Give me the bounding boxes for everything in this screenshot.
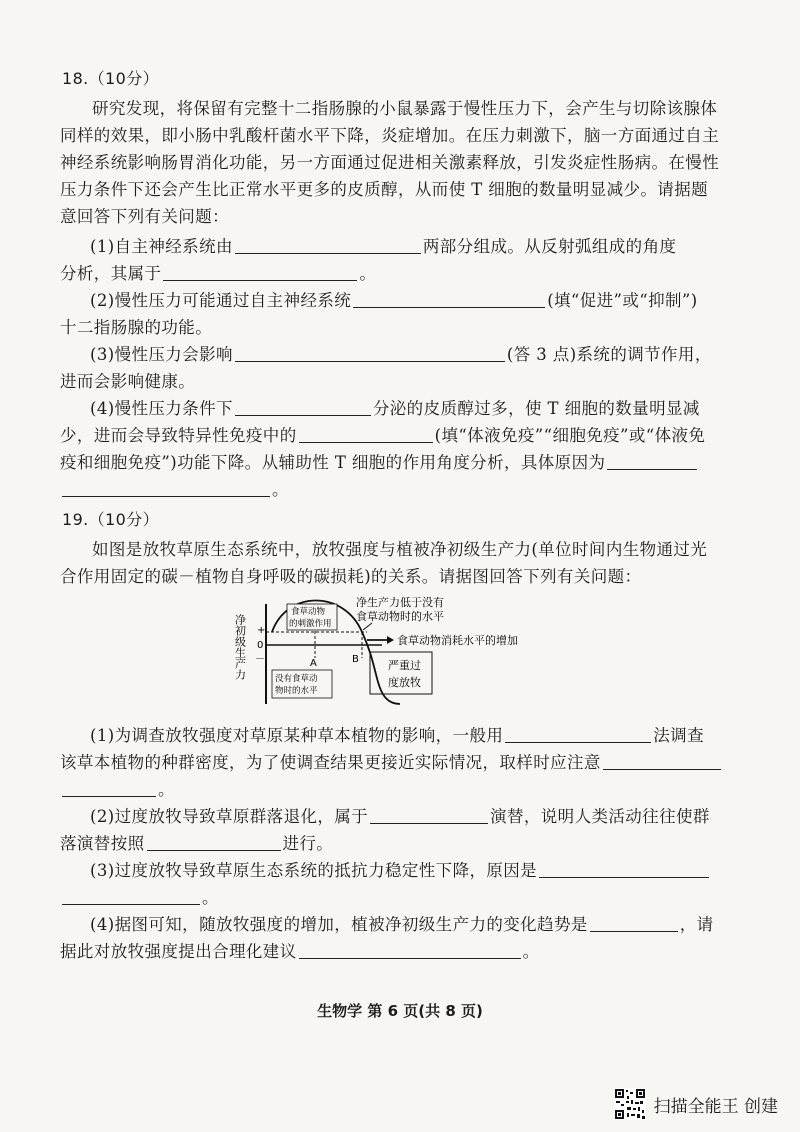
q19-part1-text-d: 。 xyxy=(158,780,175,799)
q19-answer-blank-8[interactable] xyxy=(590,915,678,932)
scanner-watermark xyxy=(614,1088,778,1120)
q18-intro-line-4: 压力条件下还会产生比正常水平更多的皮质醇，从而使 T 细胞的数量明显减少。请据题 xyxy=(60,180,708,199)
q19-part3-text-b: 。 xyxy=(202,888,219,907)
q19-intro-line-1: 如图是放牧草原生态系统中，放牧强度与植被净初级生产力(单位时间内生物通过光 xyxy=(92,540,708,559)
q19-part3-text-a: (3)过度放牧导致草原生态系统的抵抗力稳定性下降，原因是 xyxy=(90,861,538,880)
q19-answer-blank-3[interactable] xyxy=(62,780,156,797)
q19-answer-blank-6[interactable] xyxy=(539,861,709,878)
diagram-zero-label: 0 xyxy=(257,640,264,651)
qr-code-icon xyxy=(614,1088,646,1120)
diagram-overgraze-label-2: 度放牧 xyxy=(388,676,421,689)
q19-answer-blank-7[interactable] xyxy=(62,888,200,905)
q19-part4-text-a: (4)据图可知，随放牧强度的增加，植被净初级生产力的变化趋势是 xyxy=(90,915,588,934)
q18-answer-blank-5[interactable] xyxy=(235,399,371,416)
q18-answer-blank-7[interactable] xyxy=(607,453,697,470)
q18-part1-line2 xyxy=(60,263,736,285)
q19-part2-text-a: (2)过度放牧导致草原群落退化，属于 xyxy=(90,807,369,826)
q18-part1-text-b: 两部分组成。从反射弧组成的角度 xyxy=(422,237,677,256)
diagram-arrow-note: 食草动物消耗水平的增加 xyxy=(397,634,518,647)
q19-part2-line2 xyxy=(60,833,736,855)
q19-part4-text-b: ，请 xyxy=(679,915,714,934)
q19-part2-text-b: 演替，说明人类活动往往使群 xyxy=(490,807,710,826)
q19-part2-line1 xyxy=(90,806,766,828)
watermark-text: 扫描全能王 创建 xyxy=(653,1096,778,1117)
diagram-ylabel: 净初级生产力 xyxy=(233,614,247,680)
q19-part4-line1 xyxy=(90,914,766,936)
diagram-top-note-pointer xyxy=(363,623,372,630)
q19-answer-blank-1[interactable] xyxy=(505,726,651,743)
diagram-overgraze-label-1: 严重过 xyxy=(388,659,421,672)
q19-number: 19.（10分） xyxy=(62,510,160,529)
q18-answer-blank-8[interactable] xyxy=(62,480,270,497)
q18-answer-blank-2[interactable] xyxy=(163,264,357,281)
q18-part2-line2: 十二指肠腺的功能。 xyxy=(60,318,213,337)
q18-answer-blank-6[interactable] xyxy=(299,426,433,443)
q18-intro-line-2: 同样的效果，即小肠中乳酸杆菌水平下降，炎症增加。在压力刺激下，脑一方面通过自主 xyxy=(60,126,720,145)
q19-part4-text-c: 据此对放牧强度提出合理化建议 xyxy=(60,942,297,961)
diagram-baseline-note-2: 物时的水平 xyxy=(275,686,318,696)
q19-part3-line2 xyxy=(60,887,736,909)
q19-part1-line2 xyxy=(60,752,736,774)
q18-part1-text-a: (1)自主神经系统由 xyxy=(90,237,233,256)
q19-part2-text-d: 进行。 xyxy=(282,834,334,853)
q18-part3-text-b: (答 3 点)系统的调节作用， xyxy=(506,345,712,364)
q18-part3-text-a: (3)慢性压力会影响 xyxy=(90,345,233,364)
q19-answer-blank-9[interactable] xyxy=(299,942,521,959)
q19-answer-blank-4[interactable] xyxy=(370,807,488,824)
q18-intro-line-5: 意回答下列有关问题： xyxy=(60,207,229,226)
q18-part4-text-d: (填“体液免疫”“细胞免疫”或“体液免 xyxy=(434,426,706,445)
q18-part4-line2 xyxy=(60,425,736,447)
q18-part1-line1 xyxy=(90,236,766,258)
diagram-stimulus-label-2: 的刺激作用 xyxy=(289,619,332,629)
q18-answer-blank-4[interactable] xyxy=(235,345,505,362)
q18-part4-line3 xyxy=(60,452,736,474)
diagram-baseline-note-1: 没有食草动 xyxy=(275,674,318,684)
diagram-plus-sign: + xyxy=(257,625,266,636)
q18-part3-line2: 进而会影响健康。 xyxy=(60,372,196,391)
arrow-right-icon xyxy=(387,636,394,644)
q18-part4-text-c: 少，进而会导致特异性免疫中的 xyxy=(60,426,297,445)
q18-part1-text-c: 分析，其属于 xyxy=(60,264,162,283)
q19-answer-blank-5[interactable] xyxy=(147,834,281,851)
grazing-productivity-diagram xyxy=(232,596,562,714)
q19-part1-line1 xyxy=(90,725,766,747)
q18-part2-text-b: (填“促进”或“抑制”) xyxy=(547,291,698,310)
q18-answer-blank-1[interactable] xyxy=(235,237,421,254)
q19-part1-text-b: 法调查 xyxy=(653,726,704,745)
diagram-top-note-2: 食草动物时的水平 xyxy=(356,610,444,623)
diagram-label-B: B xyxy=(352,654,359,665)
q19-part2-text-c: 落演替按照 xyxy=(60,834,145,853)
page-footer: 生物学 第 6 页(共 8 页) xyxy=(317,1002,483,1020)
q18-part3-line1 xyxy=(90,344,766,366)
q18-intro-line-1: 研究发现，将保留有完整十二指肠腺的小鼠暴露于慢性压力下，会产生与切除该腺体 xyxy=(92,99,718,118)
q19-part4-text-d: 。 xyxy=(522,942,540,961)
q18-number: 18.（10分） xyxy=(62,69,160,88)
q18-part4-line1 xyxy=(90,398,766,420)
diagram-top-note-1: 净生产力低于没有 xyxy=(356,596,444,609)
q18-part2-line1 xyxy=(90,290,766,312)
q18-part4-text-f: 。 xyxy=(272,480,289,499)
q18-intro-line-3: 神经系统影响肠胃消化功能，另一方面通过促进相关激素释放，引发炎症性肠病。在慢性 xyxy=(60,153,720,172)
q19-part1-line3 xyxy=(60,779,736,801)
q19-intro-line-2: 合作用固定的碳－植物自身呼吸的碳损耗)的关系。请据图回答下列有关问题： xyxy=(60,567,642,586)
q18-part4-text-a: (4)慢性压力条件下 xyxy=(90,399,233,418)
diagram-label-A: A xyxy=(310,658,317,669)
q19-answer-blank-2[interactable] xyxy=(603,753,721,770)
q18-part4-text-b: 分泌的皮质醇过多，使 T 细胞的数量明显减 xyxy=(372,399,700,418)
q18-part4-text-e: 疫和细胞免疫”)功能下降。从辅助性 T 细胞的作用角度分析，具体原因为 xyxy=(60,453,606,472)
q18-part4-line4 xyxy=(60,479,736,501)
q19-part4-line2 xyxy=(60,941,736,963)
q18-part2-text-a: (2)慢性压力可能通过自主神经系统 xyxy=(90,291,352,310)
q19-part1-text-c: 该草本植物的种群密度，为了使调查结果更接近实际情况，取样时应注意 xyxy=(60,753,601,772)
diagram-minus-sign: － xyxy=(255,654,265,665)
q19-part3-line1 xyxy=(90,860,766,882)
q19-part1-text-a: (1)为调查放牧强度对草原某种草本植物的影响，一般用 xyxy=(90,726,504,745)
q18-answer-blank-3[interactable] xyxy=(353,291,545,308)
diagram-stimulus-label-1: 食草动物 xyxy=(291,607,326,617)
q18-part1-text-d: 。 xyxy=(359,264,377,283)
